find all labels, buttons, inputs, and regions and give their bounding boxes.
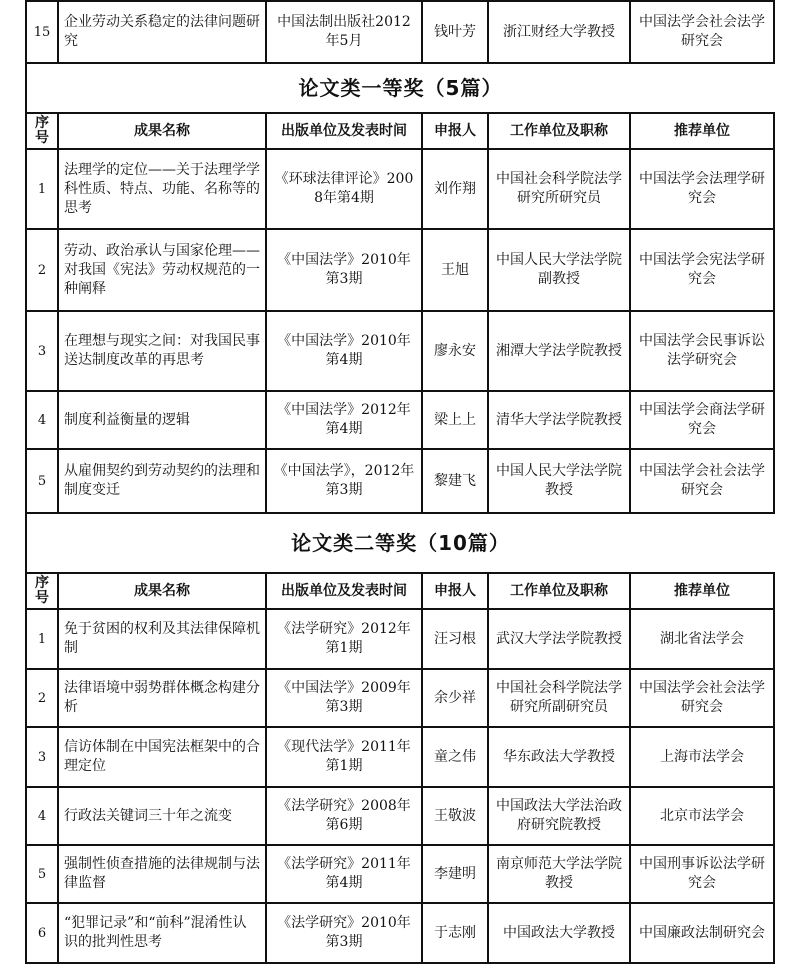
achievement-title: “犯罪记录”和“前科”混淆性认识的批判性思考 xyxy=(58,903,266,963)
section-heading-row xyxy=(26,63,774,113)
publication-info: 《现代法学》2011年第1期 xyxy=(266,727,422,787)
column-header-publication: 出版单位及发表时间 xyxy=(266,573,422,609)
applicant-name: 钱叶芳 xyxy=(422,1,488,63)
affiliation-title: 中国社会科学院法学研究所副研究员 xyxy=(488,669,630,727)
row-number: 5 xyxy=(26,845,58,903)
row-number: 4 xyxy=(26,391,58,449)
publication-info: 中国法制出版社2012年5月 xyxy=(266,1,422,63)
recommending-unit: 北京市法学会 xyxy=(630,787,774,845)
achievement-title: 法理学的定位——关于法理学学科性质、特点、功能、名称等的思考 xyxy=(58,149,266,229)
row-number: 6 xyxy=(26,903,58,963)
column-header-applicant: 申报人 xyxy=(422,113,488,149)
publication-info: 《中国法学》2012年第4期 xyxy=(266,391,422,449)
column-header-number: 序号 xyxy=(26,113,58,149)
applicant-name: 余少祥 xyxy=(422,669,488,727)
applicant-name: 梁上上 xyxy=(422,391,488,449)
recommending-unit: 中国法学会商法学研究会 xyxy=(630,391,774,449)
publication-info: 《中国法学》，2012年第3期 xyxy=(266,449,422,513)
publication-info: 《中国法学》2010年第3期 xyxy=(266,229,422,311)
affiliation-title: 南京师范大学法学院教授 xyxy=(488,845,630,903)
recommending-unit: 中国法学会社会法学研究会 xyxy=(630,449,774,513)
achievement-title: 免于贫困的权利及其法律保障机制 xyxy=(58,609,266,669)
section-heading-row xyxy=(26,513,774,573)
row-number: 1 xyxy=(26,609,58,669)
applicant-name: 王敬波 xyxy=(422,787,488,845)
table-row xyxy=(26,311,774,391)
column-header-applicant: 申报人 xyxy=(422,573,488,609)
row-number: 2 xyxy=(26,669,58,727)
affiliation-title: 中国社会科学院法学研究所研究员 xyxy=(488,149,630,229)
row-number: 15 xyxy=(26,1,58,63)
recommending-unit: 中国法学会民事诉讼法学研究会 xyxy=(630,311,774,391)
applicant-name: 汪习根 xyxy=(422,609,488,669)
column-header-affiliation: 工作单位及职称 xyxy=(488,573,630,609)
row-number: 1 xyxy=(26,149,58,229)
recommending-unit: 中国廉政法制研究会 xyxy=(630,903,774,963)
affiliation-title: 清华大学法学院教授 xyxy=(488,391,630,449)
affiliation-title: 华东政法大学教授 xyxy=(488,727,630,787)
column-header-publication: 出版单位及发表时间 xyxy=(266,113,422,149)
publication-info: 《中国法学》2009年第3期 xyxy=(266,669,422,727)
publication-info: 《中国法学》2010年第4期 xyxy=(266,311,422,391)
row-number: 4 xyxy=(26,787,58,845)
applicant-name: 黎建飞 xyxy=(422,449,488,513)
applicant-name: 童之伟 xyxy=(422,727,488,787)
table-row xyxy=(26,727,774,787)
section-heading: 论文类二等奖（10篇） xyxy=(26,513,774,573)
affiliation-title: 武汉大学法学院教授 xyxy=(488,609,630,669)
achievement-title: 制度利益衡量的逻辑 xyxy=(58,391,266,449)
table-row xyxy=(26,1,774,63)
table-row xyxy=(26,391,774,449)
section-heading: 论文类一等奖（5篇） xyxy=(26,63,774,113)
publication-info: 《法学研究》2010年第3期 xyxy=(266,903,422,963)
recommending-unit: 中国法学会宪法学研究会 xyxy=(630,229,774,311)
applicant-name: 刘作翔 xyxy=(422,149,488,229)
recommending-unit: 中国法学会社会法学研究会 xyxy=(630,669,774,727)
affiliation-title: 湘潭大学法学院教授 xyxy=(488,311,630,391)
recommending-unit: 中国刑事诉讼法学研究会 xyxy=(630,845,774,903)
achievement-title: 强制性侦查措施的法律规制与法律监督 xyxy=(58,845,266,903)
publication-info: 《法学研究》2011年第4期 xyxy=(266,845,422,903)
column-header-recommender: 推荐单位 xyxy=(630,113,774,149)
affiliation-title: 浙江财经大学教授 xyxy=(488,1,630,63)
column-header-row xyxy=(26,573,774,609)
affiliation-title: 中国政法大学法治政府研究院教授 xyxy=(488,787,630,845)
row-number: 3 xyxy=(26,727,58,787)
publication-info: 《环球法律评论》2008年第4期 xyxy=(266,149,422,229)
applicant-name: 王旭 xyxy=(422,229,488,311)
affiliation-title: 中国人民大学法学院教授 xyxy=(488,449,630,513)
recommending-unit: 湖北省法学会 xyxy=(630,609,774,669)
table-row xyxy=(26,787,774,845)
achievement-title: 从雇佣契约到劳动契约的法理和制度变迁 xyxy=(58,449,266,513)
award-table xyxy=(25,0,775,964)
achievement-title: 行政法关键词三十年之流变 xyxy=(58,787,266,845)
table-row xyxy=(26,669,774,727)
table-row xyxy=(26,609,774,669)
column-header-title: 成果名称 xyxy=(58,573,266,609)
recommending-unit: 中国法学会法理学研究会 xyxy=(630,149,774,229)
affiliation-title: 中国政法大学教授 xyxy=(488,903,630,963)
applicant-name: 于志刚 xyxy=(422,903,488,963)
table-row xyxy=(26,149,774,229)
applicant-name: 廖永安 xyxy=(422,311,488,391)
achievement-title: 企业劳动关系稳定的法律问题研究 xyxy=(58,1,266,63)
column-header-affiliation: 工作单位及职称 xyxy=(488,113,630,149)
achievement-title: 信访体制在中国宪法框架中的合理定位 xyxy=(58,727,266,787)
column-header-row xyxy=(26,113,774,149)
achievement-title: 劳动、政治承认与国家伦理——对我国《宪法》劳动权规范的一种阐释 xyxy=(58,229,266,311)
achievement-title: 法律语境中弱势群体概念构建分析 xyxy=(58,669,266,727)
affiliation-title: 中国人民大学法学院副教授 xyxy=(488,229,630,311)
row-number: 5 xyxy=(26,449,58,513)
recommending-unit: 中国法学会社会法学研究会 xyxy=(630,1,774,63)
achievement-title: 在理想与现实之间：对我国民事送达制度改革的再思考 xyxy=(58,311,266,391)
column-header-title: 成果名称 xyxy=(58,113,266,149)
award-list-page xyxy=(25,0,773,964)
applicant-name: 李建明 xyxy=(422,845,488,903)
row-number: 3 xyxy=(26,311,58,391)
publication-info: 《法学研究》2012年第1期 xyxy=(266,609,422,669)
row-number: 2 xyxy=(26,229,58,311)
publication-info: 《法学研究》2008年第6期 xyxy=(266,787,422,845)
recommending-unit: 上海市法学会 xyxy=(630,727,774,787)
table-row xyxy=(26,229,774,311)
table-row xyxy=(26,903,774,963)
table-row xyxy=(26,449,774,513)
column-header-number: 序号 xyxy=(26,573,58,609)
column-header-recommender: 推荐单位 xyxy=(630,573,774,609)
table-row xyxy=(26,845,774,903)
